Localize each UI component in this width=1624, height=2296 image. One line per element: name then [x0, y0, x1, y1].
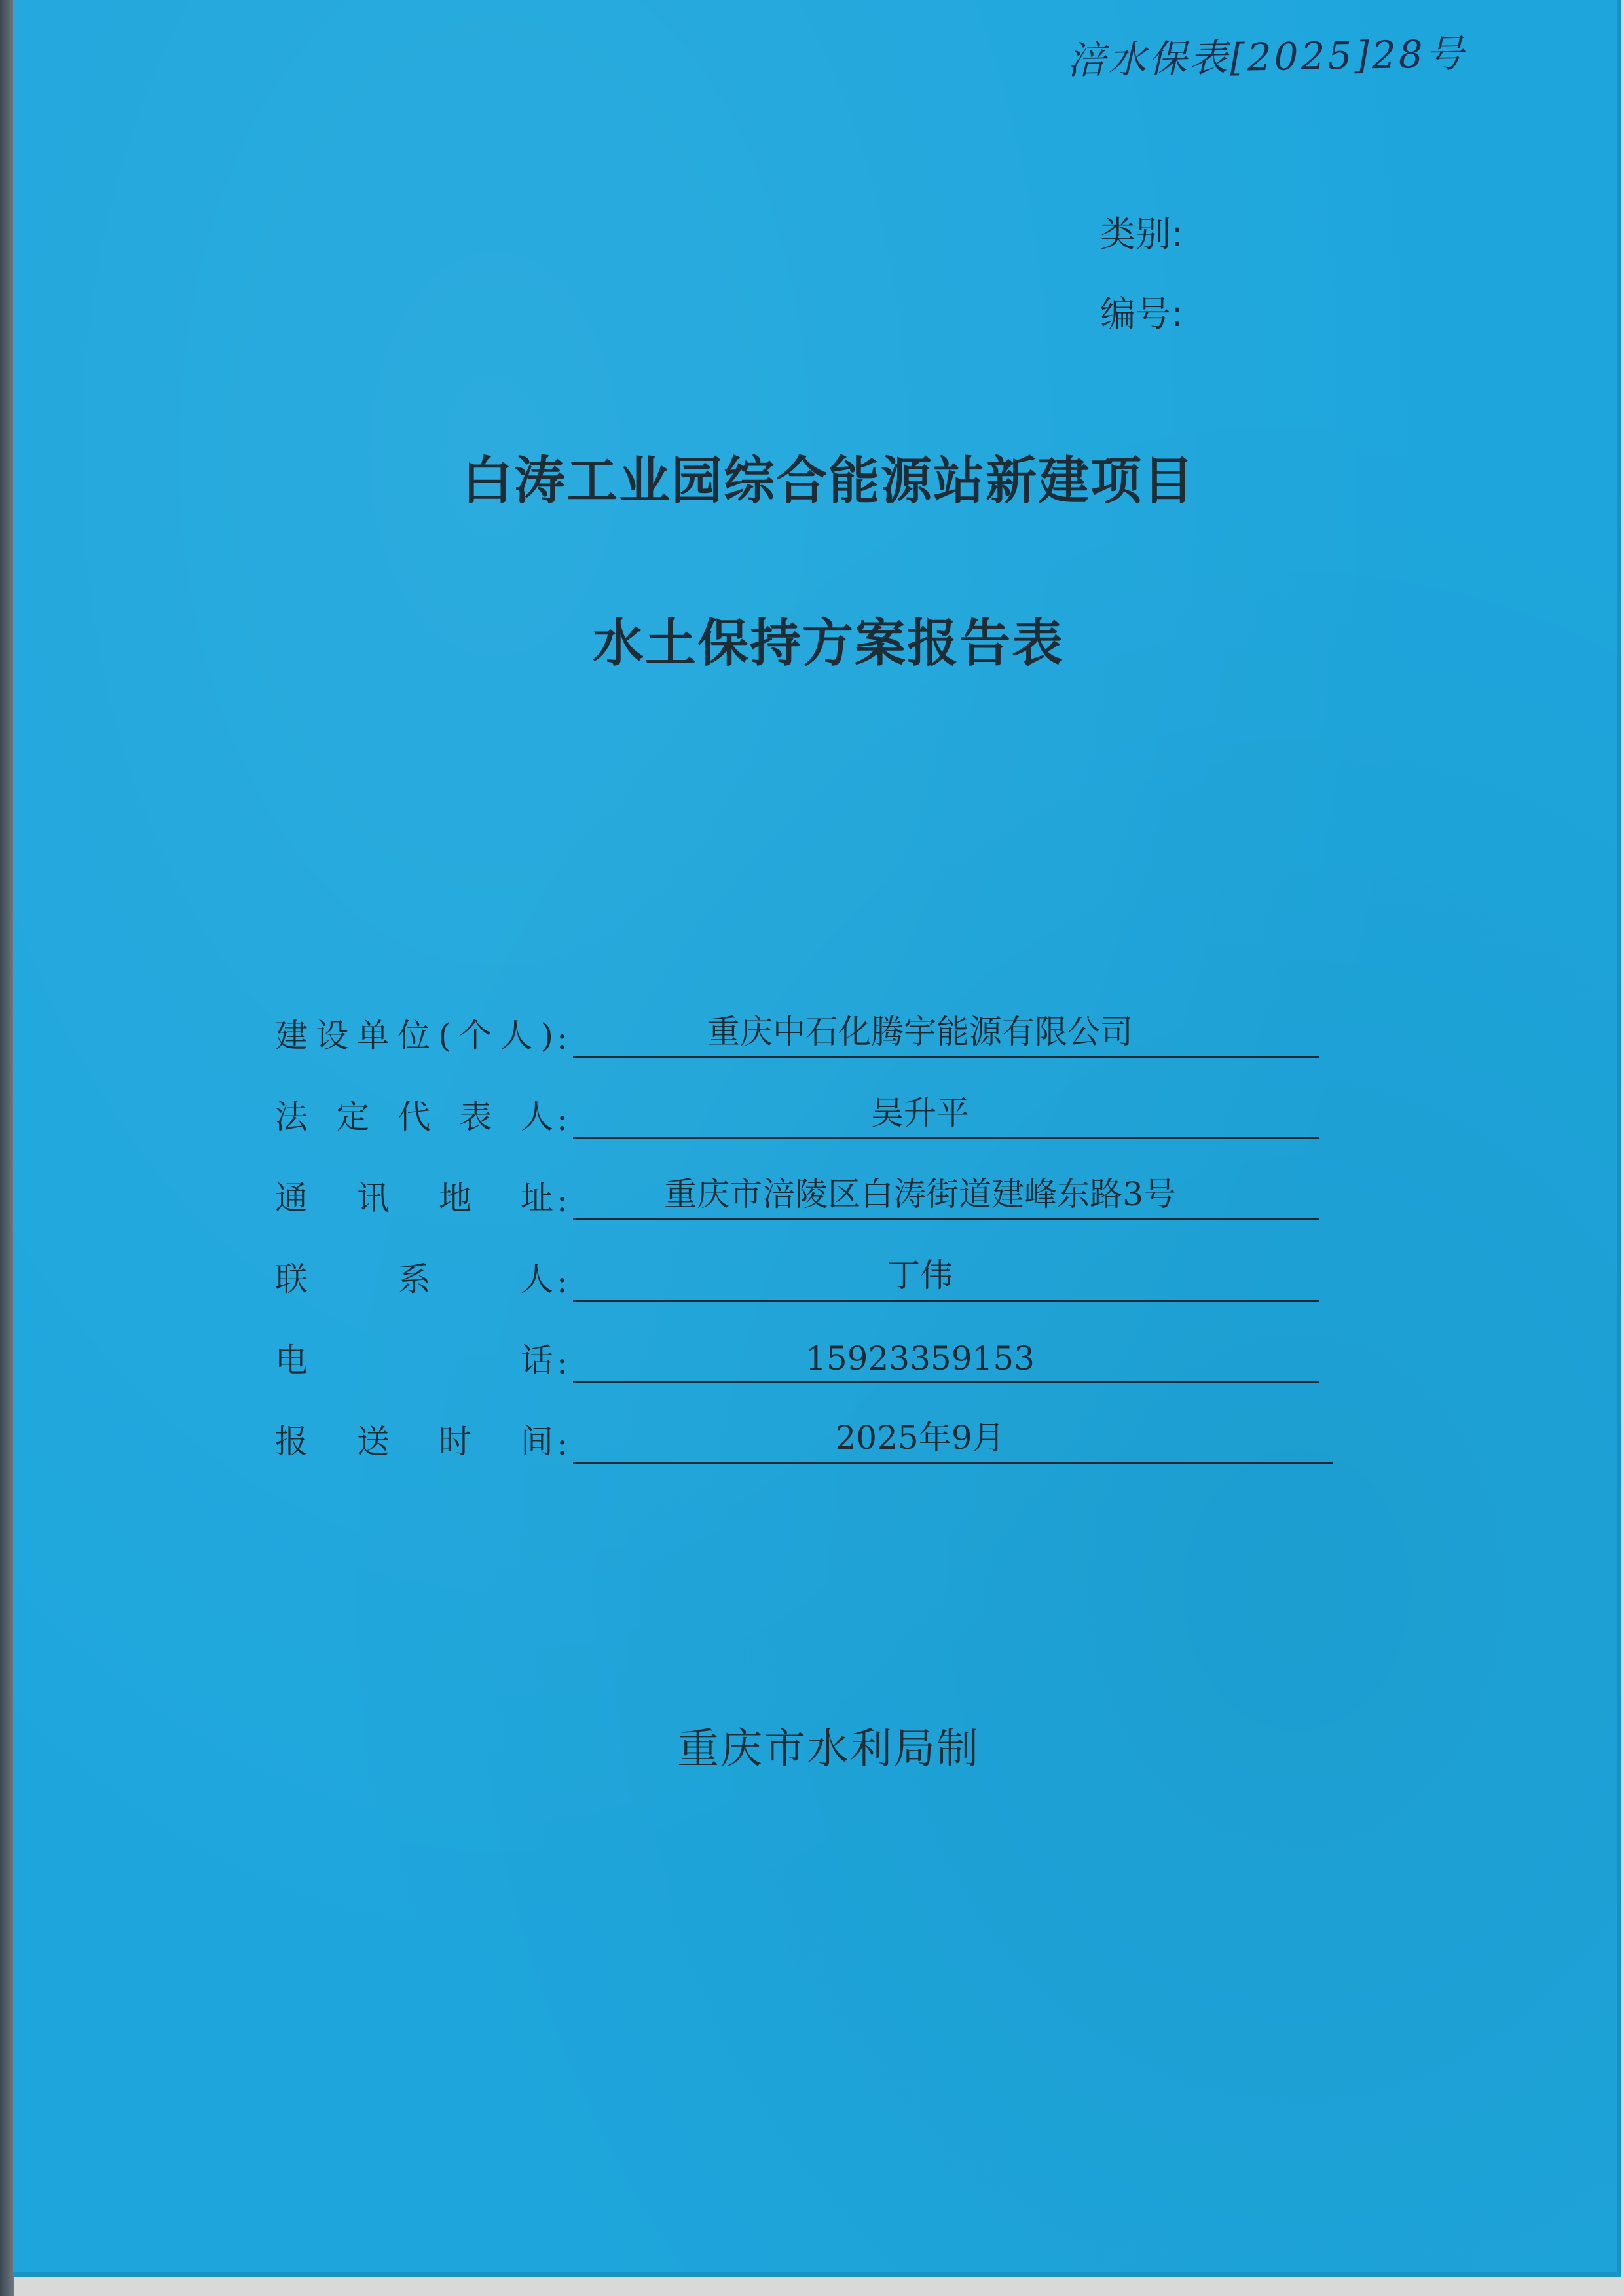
info-label: 建设单位(个人) — [275, 1017, 553, 1055]
document-cover — [13, 0, 1621, 2277]
underline — [573, 1381, 1320, 1383]
info-colon: : — [557, 1019, 568, 1057]
info-colon: : — [557, 1343, 568, 1381]
info-row-construction-unit — [275, 1008, 1323, 1061]
info-value: 丁伟 — [887, 1256, 953, 1294]
info-row-contact-person — [275, 1252, 1323, 1304]
info-colon: : — [557, 1100, 568, 1138]
info-row-phone — [275, 1333, 1323, 1385]
project-title: 白涛工业园综合能源站新建项目 — [461, 452, 1195, 511]
info-row-address — [275, 1171, 1323, 1223]
info-value: 15923359153 — [805, 1339, 1035, 1377]
info-value: 2025年9月 — [835, 1419, 1005, 1457]
info-value: 重庆市涪陵区白涛街道建峰东路3号 — [664, 1175, 1176, 1213]
underline — [573, 1462, 1333, 1464]
underline — [573, 1218, 1320, 1220]
scan-edge-shadow — [0, 0, 14, 2296]
category-label: 类别: — [1100, 213, 1183, 255]
info-label: 联系人 — [275, 1260, 553, 1298]
info-value: 重庆中石化腾宇能源有限公司 — [707, 1013, 1133, 1051]
info-label: 电话 — [275, 1341, 553, 1379]
info-colon: : — [557, 1262, 568, 1300]
underline — [573, 1056, 1320, 1058]
number-label: 编号: — [1100, 293, 1183, 335]
info-colon: : — [557, 1181, 568, 1219]
info-label: 通讯地址 — [275, 1179, 553, 1217]
issuing-authority: 重庆市水利局制 — [677, 1725, 980, 1774]
info-row-legal-representative — [275, 1089, 1323, 1142]
info-value: 吴升平 — [871, 1094, 969, 1132]
underline — [573, 1137, 1320, 1139]
info-label: 法定代表人 — [275, 1098, 553, 1136]
info-row-submission-date — [275, 1414, 1323, 1467]
info-label: 报送时间 — [275, 1423, 553, 1461]
handwritten-file-number: 涪水保表[2025]28号 — [1067, 31, 1467, 83]
report-title: 水土保持方案报告表 — [592, 614, 1064, 673]
info-colon: : — [557, 1425, 568, 1463]
underline — [573, 1300, 1320, 1302]
